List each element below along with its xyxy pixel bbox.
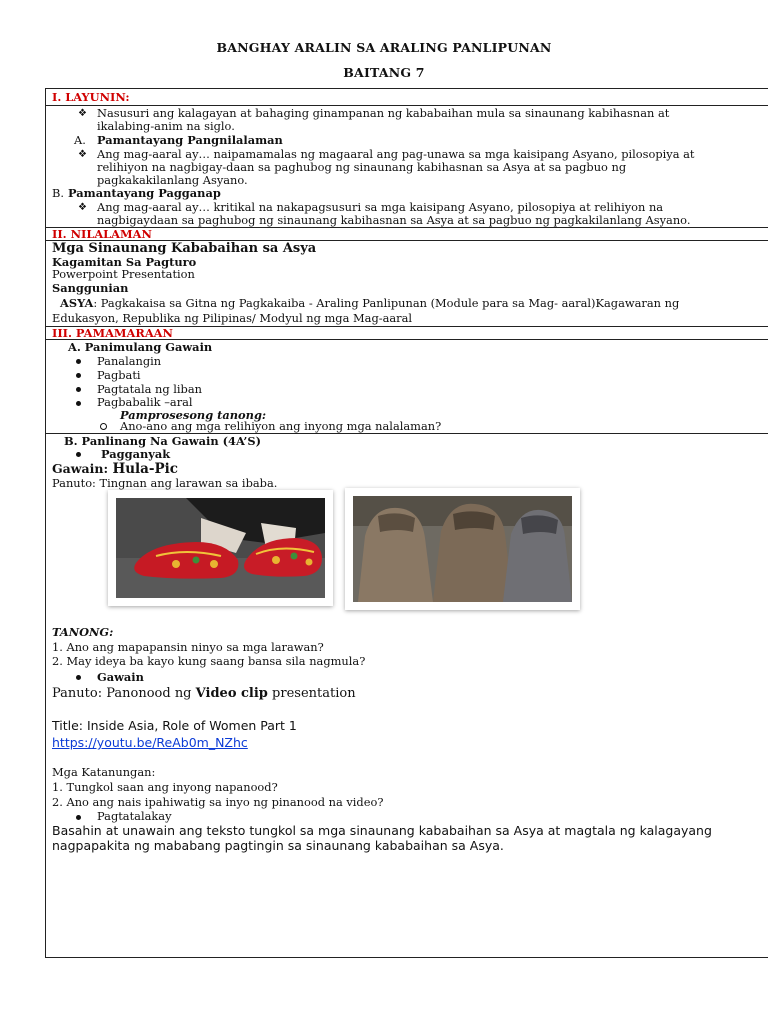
instruction-text: Basahin at unawain ang teksto tungkol sa mga sinaunang kababaihan sa Asya at magtala ng kalagayang [52, 823, 712, 838]
photo-frame [345, 488, 580, 610]
question-item: 1. Tungkol saan ang inyong napanood? [52, 780, 278, 794]
panuto-text: Panuto: Tingnan ang larawan sa ibaba. [52, 476, 278, 490]
sanggunian-label: Sanggunian [52, 281, 129, 295]
bullet-icon [76, 373, 81, 378]
grade-title: BAITANG 7 [343, 65, 425, 80]
standard-text: Ang mag-aaral ay… naipamamalas ng magaaral ang pag-unawa sa mga kaisipang Asyano, pilosopiya at [97, 147, 695, 161]
item-marker: A. [74, 133, 86, 147]
bullet-icon [76, 675, 81, 680]
reference-title: ASYA [60, 296, 94, 310]
panuto-prefix: Panuto: Panonood ng [52, 686, 196, 701]
objective-text: Nasusuri ang kalagayan at bahaging ginampanan ng kababaihan mula sa sinaunang kabihasnan at [97, 106, 670, 120]
pagtatalakay-label: Pagtatalakay [97, 809, 172, 823]
reference-text: Edukasyon, Republika ng Pilipinas/ Modyul ng mga Mag-aaral [52, 311, 413, 325]
gawain-label: Gawain [97, 670, 144, 684]
list-item: Pagbabalik –aral [97, 395, 193, 409]
bullet-icon [76, 401, 81, 406]
lotus-shoes-image [116, 498, 325, 598]
standard-text: nagbigaydaan sa paghubog ng sinaunang kabihasnan sa Asya at sa pagbuo ng pagkakilanlang Asyano. [97, 213, 691, 227]
bullet-icon [76, 359, 81, 364]
instruction-text: nagpapakita ng mababang pagtingin sa sinaunang kababaihan sa Asya. [52, 838, 504, 853]
kagamitan-value: Powerpoint Presentation [52, 267, 195, 281]
diamond-bullet-icon: ❖ [78, 108, 87, 119]
pagganyak-label: Pagganyak [101, 447, 171, 461]
bullet-icon [76, 387, 81, 392]
subheading-panimulang-gawain: A. Panimulang Gawain [68, 340, 213, 354]
process-question: Ano-ano ang mga relihiyon ang inyong mga nalalaman? [120, 419, 442, 433]
diamond-bullet-icon: ❖ [78, 149, 87, 160]
kagamitan-label: Kagamitan Sa Pagturo [52, 255, 197, 269]
objective-text: ikalabing-anim na siglo. [97, 119, 235, 133]
section-heading-pamamaraan: III. PAMAMARAAN [52, 326, 173, 340]
subheading-pagganap: Pamantayang Pagganap [68, 186, 221, 200]
reference-detail: : Pagkakaisa sa Gitna ng Pagkakaiba - Araling Panlipunan (Module para sa Mag- aaral)Kagawaran ng [93, 296, 680, 310]
panuto-video [52, 686, 356, 701]
question-item: 2. May ideya ba kayo kung saang bansa sila nagmula? [52, 654, 366, 668]
panuto-video-clip: Video clip [195, 686, 268, 701]
gawain-name: Hula-Pic [112, 461, 178, 477]
tanong-label: TANONG: [52, 625, 114, 639]
list-item: Pagbati [97, 368, 141, 382]
pamprosesong-label: Pamprosesong tanong: [120, 408, 267, 422]
question-item: 2. Ano ang nais ipahiwatig sa inyo ng pinanood na video? [52, 795, 384, 809]
document-title: BANGHAY ARALIN SA ARALING PANLIPUNAN [216, 40, 552, 55]
subheading-pangnilalaman: Pamantayang Pangnilalaman [97, 133, 283, 147]
gawain-heading [52, 461, 178, 477]
katanungan-label: Mga Katanungan: [52, 765, 156, 779]
standard-text: Ang mag-aaral ay… kritikal na nakapagsusuri sa mga kaisipang Asyano, pilosopiya at relihiyon na [97, 200, 664, 214]
list-item: Panalangin [97, 354, 162, 368]
burqa-women-image [353, 496, 572, 602]
photo-frame [108, 490, 333, 606]
diamond-bullet-icon: ❖ [78, 202, 87, 213]
bullet-icon [76, 815, 81, 820]
subheading-panlinang: B. Panlinang Na Gawain (4A’S) [64, 434, 262, 448]
gawain-label: Gawain: [52, 461, 113, 476]
burqa-women-image [353, 496, 572, 602]
item-marker: B. [52, 186, 64, 200]
video-link[interactable]: https://youtu.be/ReAb0m_NZhc [52, 735, 248, 750]
bullet-icon [76, 452, 81, 457]
standard-text: pagkakakilanlang Asyano. [97, 173, 248, 187]
divider [45, 227, 768, 228]
section-heading-nilalaman: II. NILALAMAN [52, 227, 152, 241]
question-item: 1. Ano ang mapapansin ninyo sa mga larawan? [52, 640, 324, 654]
reference-text [60, 297, 679, 310]
standard-text: relihiyon na nagbigay-daan sa paghubog ng sinaunang kabihasnan sa Asya at sa pagbuo ng [97, 160, 627, 174]
lotus-shoes-image [116, 498, 325, 598]
circle-bullet-icon [100, 423, 107, 430]
list-item: Pagtatala ng liban [97, 382, 202, 396]
section-heading-layunin: I. LAYUNIN: [52, 90, 130, 104]
video-title: Title: Inside Asia, Role of Women Part 1 [52, 718, 297, 733]
lesson-topic: Mga Sinaunang Kababaihan sa Asya [52, 241, 317, 256]
panuto-suffix: presentation [267, 686, 356, 701]
